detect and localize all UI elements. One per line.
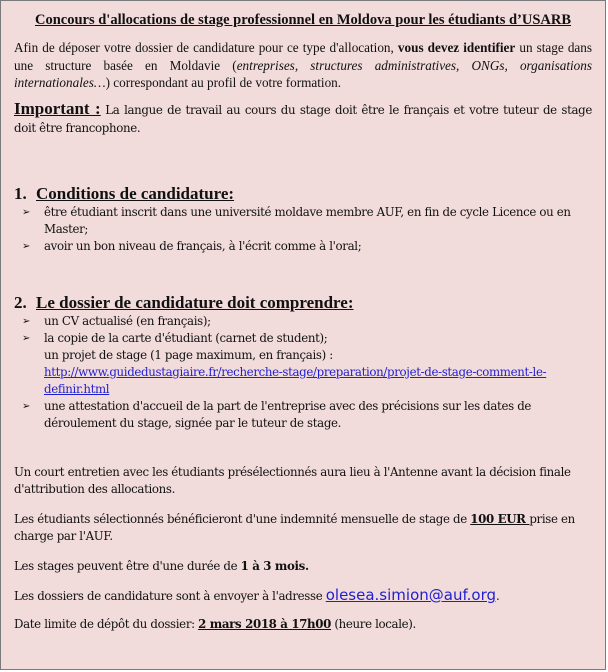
document-content xyxy=(14,11,592,633)
list-item-text: une attestation d'accueil de la part de l'entreprise avec des précisions sur les dates de déroulement du stage, signée par le tuteur de stage. xyxy=(44,398,532,430)
list-item-text: un CV actualisé (en français); xyxy=(44,313,211,328)
intro-text-1: Afin de déposer votre dossier de candidature pour ce type d'allocation, xyxy=(14,40,398,55)
indemnity-text-2: prise en charge par l'AUF. xyxy=(14,511,575,543)
indemnity-amount: 100 EUR xyxy=(470,511,530,526)
section2-title: Le dossier de candidature doit comprendre: xyxy=(36,292,354,312)
duration-text: Les stages peuvent être d'une durée de xyxy=(14,558,241,573)
send-paragraph xyxy=(14,587,592,606)
intro-paragraph xyxy=(14,39,592,92)
project-subitem-text: un projet de stage (1 page maximum, en français) : xyxy=(44,347,333,362)
deadline-text-end: (heure locale). xyxy=(331,616,416,631)
list-item xyxy=(20,204,592,238)
list-item xyxy=(20,398,592,432)
section1-number: 1. xyxy=(14,183,27,203)
list-item xyxy=(20,238,592,255)
send-text-end: . xyxy=(496,589,500,603)
section1-heading xyxy=(14,184,592,204)
important-text: La langue de travail au cours du stage doit être le français et votre tuteur de stage doit être francophone. xyxy=(14,102,593,135)
section1-title: Conditions de candidature: xyxy=(36,183,235,203)
project-guide-link[interactable]: http://www.guidedustagiaire.fr/recherche-stage/preparation/projet-de-stage-comment-le-definir.html xyxy=(44,364,547,396)
section2-list xyxy=(14,313,592,432)
list-item-text: la copie de la carte d'étudiant (carnet de student); xyxy=(44,330,328,345)
important-paragraph xyxy=(14,100,592,138)
important-label: Important : xyxy=(14,98,101,118)
contact-email-link[interactable]: olesea.simion@auf.org xyxy=(325,586,497,604)
duration-value: 1 à 3 mois. xyxy=(240,558,309,573)
section1-list xyxy=(14,204,592,255)
intro-italic: entreprises, structures administratives, ONGs, organisations internationales… xyxy=(14,57,592,90)
section2-heading xyxy=(14,293,592,313)
indemnity-paragraph xyxy=(14,511,592,546)
duration-paragraph xyxy=(14,558,592,576)
list-item xyxy=(20,313,592,330)
indemnity-text-1: Les étudiants sélectionnés bénéficieront d'une indemnité mensuelle de stage de xyxy=(14,511,471,526)
deadline-date: 2 mars 2018 à 17h00 xyxy=(198,616,331,631)
deadline-paragraph xyxy=(14,616,592,634)
arrow-bullet-icon: ➢ xyxy=(22,315,31,327)
list-item xyxy=(20,330,592,398)
intro-text-2: un stage dans une structure basée en Moldavie ( xyxy=(14,40,593,73)
list-item-text: avoir un bon niveau de français, à l'écrit comme à l'oral; xyxy=(44,238,362,253)
arrow-bullet-icon: ➢ xyxy=(22,206,31,218)
document-title: Concours d'allocations de stage professionnel en Moldova pour les étudiants d’USARB xyxy=(34,12,572,28)
arrow-bullet-icon: ➢ xyxy=(22,400,31,412)
intro-bold: vous devez identifier xyxy=(397,40,516,55)
interview-paragraph: Un court entretien avec les étudiants présélectionnés aura lieu à l'Antenne avant la décision finale d'attribution des allocations. xyxy=(14,464,571,496)
deadline-text: Date limite de dépôt du dossier: xyxy=(14,616,199,631)
send-text: Les dossiers de candidature sont à envoyer à l'adresse xyxy=(14,589,326,603)
intro-text-3: ) correspondant au profil de votre formation. xyxy=(105,75,342,90)
arrow-bullet-icon: ➢ xyxy=(22,332,31,344)
section2-number: 2. xyxy=(14,292,27,312)
list-item-text: être étudiant inscrit dans une université moldave membre AUF, en fin de cycle Licence ou en Master; xyxy=(44,204,571,236)
arrow-bullet-icon: ➢ xyxy=(22,240,31,252)
